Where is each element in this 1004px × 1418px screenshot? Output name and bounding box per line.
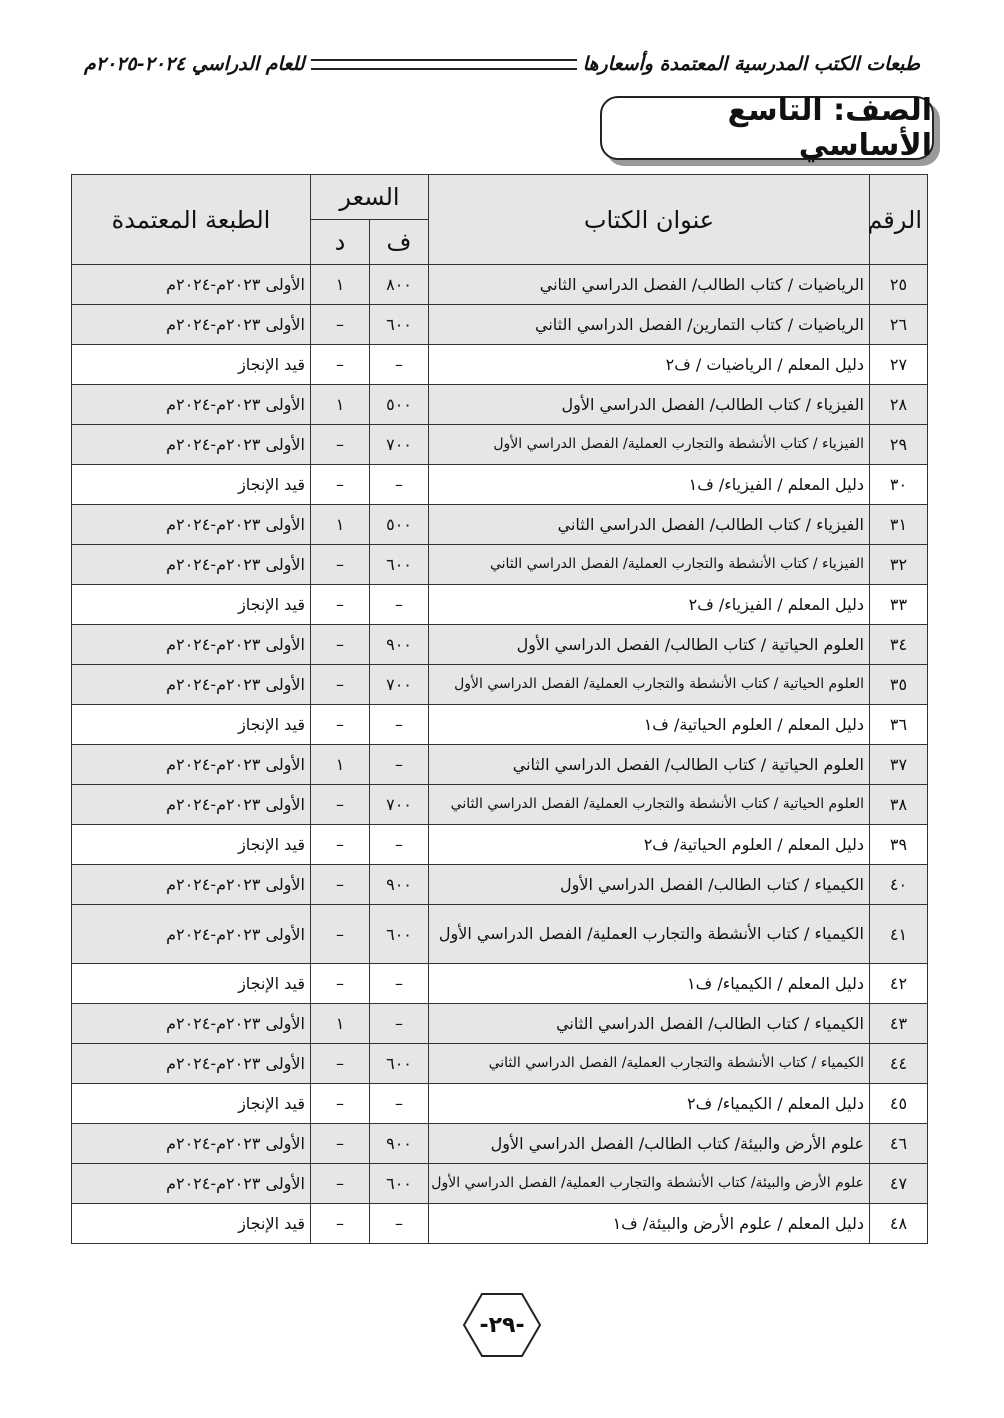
row-price-f: ٥٠٠ bbox=[370, 385, 429, 425]
row-number: ٢٩ bbox=[870, 425, 928, 465]
row-price-d: – bbox=[311, 964, 370, 1004]
row-price-d: ١ bbox=[311, 385, 370, 425]
row-book-title: الكيمياء / كتاب الأنشطة والتجارب العملية/ الفصل الدراسي الثاني bbox=[429, 1044, 870, 1084]
row-book-title: العلوم الحياتية / كتاب الطالب/ الفصل الدراسي الثاني bbox=[429, 745, 870, 785]
row-price-d: – bbox=[311, 865, 370, 905]
row-price-f: – bbox=[370, 745, 429, 785]
table-row bbox=[72, 1084, 928, 1124]
row-edition: قيد الإنجاز bbox=[72, 964, 311, 1004]
row-edition: الأولى ٢٠٢٣م-٢٠٢٤م bbox=[72, 265, 311, 305]
row-price-d: – bbox=[311, 1044, 370, 1084]
row-book-title: دليل المعلم / الفيزياء/ ف٢ bbox=[429, 585, 870, 625]
row-edition: قيد الإنجاز bbox=[72, 1084, 311, 1124]
row-price-f: ٦٠٠ bbox=[370, 1044, 429, 1084]
row-edition: الأولى ٢٠٢٣م-٢٠٢٤م bbox=[72, 545, 311, 585]
row-number: ٣١ bbox=[870, 505, 928, 545]
row-price-d: – bbox=[311, 785, 370, 825]
row-edition: الأولى ٢٠٢٣م-٢٠٢٤م bbox=[72, 305, 311, 345]
row-edition: الأولى ٢٠٢٣م-٢٠٢٤م bbox=[72, 745, 311, 785]
page-header bbox=[84, 44, 920, 84]
table-row bbox=[72, 825, 928, 865]
row-price-d: ١ bbox=[311, 505, 370, 545]
table-row bbox=[72, 345, 928, 385]
row-price-d: ١ bbox=[311, 1004, 370, 1044]
table-row bbox=[72, 545, 928, 585]
table-row bbox=[72, 1044, 928, 1084]
row-edition: الأولى ٢٠٢٣م-٢٠٢٤م bbox=[72, 1044, 311, 1084]
row-price-d: – bbox=[311, 625, 370, 665]
row-price-d: – bbox=[311, 305, 370, 345]
row-book-title: الكيمياء / كتاب الأنشطة والتجارب العملية/ الفصل الدراسي الأول bbox=[429, 905, 870, 964]
table-row bbox=[72, 865, 928, 905]
row-price-d: – bbox=[311, 705, 370, 745]
row-book-title: دليل المعلم / الكيمياء/ ف١ bbox=[429, 964, 870, 1004]
row-book-title: دليل المعلم / علوم الأرض والبيئة/ ف١ bbox=[429, 1204, 870, 1244]
row-price-f: ٧٠٠ bbox=[370, 785, 429, 825]
row-edition: الأولى ٢٠٢٣م-٢٠٢٤م bbox=[72, 905, 311, 964]
row-price-d: – bbox=[311, 665, 370, 705]
row-number: ٣٧ bbox=[870, 745, 928, 785]
row-number: ٢٧ bbox=[870, 345, 928, 385]
row-edition: قيد الإنجاز bbox=[72, 825, 311, 865]
row-price-f: ٦٠٠ bbox=[370, 905, 429, 964]
table-row bbox=[72, 1164, 928, 1204]
table-row bbox=[72, 425, 928, 465]
row-price-d: – bbox=[311, 545, 370, 585]
header-title-col: عنوان الكتاب bbox=[429, 175, 870, 265]
row-book-title: الفيزياء / كتاب الطالب/ الفصل الدراسي الثاني bbox=[429, 505, 870, 545]
table-row bbox=[72, 964, 928, 1004]
table-row bbox=[72, 305, 928, 345]
row-edition: قيد الإنجاز bbox=[72, 1204, 311, 1244]
row-edition: الأولى ٢٠٢٣م-٢٠٢٤م bbox=[72, 625, 311, 665]
header-price-f: ف bbox=[370, 220, 429, 265]
table-row bbox=[72, 505, 928, 545]
row-book-title: الكيمياء / كتاب الطالب/ الفصل الدراسي الأول bbox=[429, 865, 870, 905]
table-row bbox=[72, 665, 928, 705]
row-price-d: – bbox=[311, 825, 370, 865]
row-number: ٤٥ bbox=[870, 1084, 928, 1124]
header-edition: الطبعة المعتمدة bbox=[72, 175, 311, 265]
row-number: ٣٣ bbox=[870, 585, 928, 625]
row-book-title: الكيمياء / كتاب الطالب/ الفصل الدراسي الثاني bbox=[429, 1004, 870, 1044]
row-price-d: – bbox=[311, 1164, 370, 1204]
row-number: ٤٨ bbox=[870, 1204, 928, 1244]
row-book-title: العلوم الحياتية / كتاب الأنشطة والتجارب العملية/ الفصل الدراسي الثاني bbox=[429, 785, 870, 825]
grade-title: الصف: التاسع الأساسي bbox=[727, 93, 932, 163]
row-price-f: – bbox=[370, 964, 429, 1004]
row-book-title: العلوم الحياتية / كتاب الطالب/ الفصل الدراسي الأول bbox=[429, 625, 870, 665]
header-year: للعام الدراسي ٢٠٢٤-٢٠٢٥م bbox=[84, 53, 305, 75]
row-number: ٢٦ bbox=[870, 305, 928, 345]
header-price-d: د bbox=[311, 220, 370, 265]
row-number: ٤٣ bbox=[870, 1004, 928, 1044]
row-edition: قيد الإنجاز bbox=[72, 465, 311, 505]
row-book-title: دليل المعلم / الرياضيات / ف٢ bbox=[429, 345, 870, 385]
row-price-f: – bbox=[370, 705, 429, 745]
row-edition: الأولى ٢٠٢٣م-٢٠٢٤م bbox=[72, 1004, 311, 1044]
row-price-f: – bbox=[370, 1004, 429, 1044]
row-number: ٣٨ bbox=[870, 785, 928, 825]
row-number: ٤٤ bbox=[870, 1044, 928, 1084]
table-row bbox=[72, 705, 928, 745]
header-rule bbox=[311, 59, 577, 70]
row-price-d: – bbox=[311, 425, 370, 465]
table-row bbox=[72, 1204, 928, 1244]
row-edition: الأولى ٢٠٢٣م-٢٠٢٤م bbox=[72, 425, 311, 465]
row-number: ٢٨ bbox=[870, 385, 928, 425]
grade-title-box bbox=[600, 93, 934, 163]
page-number: -٢٩- bbox=[479, 1312, 525, 1338]
row-price-d: ١ bbox=[311, 265, 370, 305]
row-price-f: – bbox=[370, 1204, 429, 1244]
row-number: ٣٩ bbox=[870, 825, 928, 865]
row-price-d: ١ bbox=[311, 745, 370, 785]
row-book-title: دليل المعلم / الكيمياء/ ف٢ bbox=[429, 1084, 870, 1124]
table-row bbox=[72, 1004, 928, 1044]
table-row bbox=[72, 785, 928, 825]
row-price-d: – bbox=[311, 1124, 370, 1164]
row-price-f: ٦٠٠ bbox=[370, 305, 429, 345]
row-edition: الأولى ٢٠٢٣م-٢٠٢٤م bbox=[72, 505, 311, 545]
row-book-title: الفيزياء / كتاب الأنشطة والتجارب العملية/ الفصل الدراسي الأول bbox=[429, 425, 870, 465]
table-row bbox=[72, 385, 928, 425]
row-price-d: – bbox=[311, 1204, 370, 1244]
row-price-d: – bbox=[311, 1084, 370, 1124]
row-price-f: ٧٠٠ bbox=[370, 665, 429, 705]
row-number: ٤٦ bbox=[870, 1124, 928, 1164]
row-price-d: – bbox=[311, 345, 370, 385]
row-edition: الأولى ٢٠٢٣م-٢٠٢٤م bbox=[72, 785, 311, 825]
row-price-f: ٧٠٠ bbox=[370, 425, 429, 465]
row-edition: الأولى ٢٠٢٣م-٢٠٢٤م bbox=[72, 865, 311, 905]
row-price-f: – bbox=[370, 825, 429, 865]
row-book-title: الرياضيات / كتاب التمارين/ الفصل الدراسي الثاني bbox=[429, 305, 870, 345]
row-book-title: دليل المعلم / العلوم الحياتية/ ف٢ bbox=[429, 825, 870, 865]
row-price-f: – bbox=[370, 585, 429, 625]
row-edition: قيد الإنجاز bbox=[72, 585, 311, 625]
row-number: ٤٢ bbox=[870, 964, 928, 1004]
row-price-f: – bbox=[370, 1084, 429, 1124]
row-book-title: علوم الأرض والبيئة/ كتاب الطالب/ الفصل الدراسي الأول bbox=[429, 1124, 870, 1164]
table-row bbox=[72, 465, 928, 505]
table-row bbox=[72, 265, 928, 305]
row-number: ٢٥ bbox=[870, 265, 928, 305]
row-price-d: – bbox=[311, 905, 370, 964]
row-edition: الأولى ٢٠٢٣م-٢٠٢٤م bbox=[72, 1124, 311, 1164]
books-table-body bbox=[72, 265, 928, 1244]
row-price-d: – bbox=[311, 585, 370, 625]
table-row bbox=[72, 625, 928, 665]
header-price: السعر bbox=[311, 175, 429, 220]
row-edition: الأولى ٢٠٢٣م-٢٠٢٤م bbox=[72, 385, 311, 425]
table-row bbox=[72, 905, 928, 964]
row-number: ٣٦ bbox=[870, 705, 928, 745]
table-row bbox=[72, 1124, 928, 1164]
row-book-title: دليل المعلم / العلوم الحياتية/ ف١ bbox=[429, 705, 870, 745]
row-number: ٣٢ bbox=[870, 545, 928, 585]
header-title: طبعات الكتب المدرسية المعتمدة وأسعارها bbox=[582, 53, 920, 75]
row-price-f: ٦٠٠ bbox=[370, 1164, 429, 1204]
row-number: ٣٠ bbox=[870, 465, 928, 505]
row-price-f: ٩٠٠ bbox=[370, 1124, 429, 1164]
page-number-badge bbox=[462, 1292, 542, 1358]
row-book-title: دليل المعلم / الفيزياء/ ف١ bbox=[429, 465, 870, 505]
row-edition: الأولى ٢٠٢٣م-٢٠٢٤م bbox=[72, 665, 311, 705]
row-edition: قيد الإنجاز bbox=[72, 345, 311, 385]
row-book-title: الرياضيات / كتاب الطالب/ الفصل الدراسي الثاني bbox=[429, 265, 870, 305]
row-price-f: ٩٠٠ bbox=[370, 625, 429, 665]
row-price-f: – bbox=[370, 345, 429, 385]
row-edition: الأولى ٢٠٢٣م-٢٠٢٤م bbox=[72, 1164, 311, 1204]
table-row bbox=[72, 745, 928, 785]
row-number: ٤٠ bbox=[870, 865, 928, 905]
row-number: ٣٤ bbox=[870, 625, 928, 665]
row-number: ٤٧ bbox=[870, 1164, 928, 1204]
row-number: ٤١ bbox=[870, 905, 928, 964]
row-price-f: ٩٠٠ bbox=[370, 865, 429, 905]
row-price-f: ٨٠٠ bbox=[370, 265, 429, 305]
row-price-d: – bbox=[311, 465, 370, 505]
header-number: الرقم bbox=[870, 175, 928, 265]
row-edition: قيد الإنجاز bbox=[72, 705, 311, 745]
books-table bbox=[71, 174, 928, 1244]
row-price-f: ٥٠٠ bbox=[370, 505, 429, 545]
table-row bbox=[72, 585, 928, 625]
row-book-title: علوم الأرض والبيئة/ كتاب الأنشطة والتجارب العملية/ الفصل الدراسي الأول bbox=[429, 1164, 870, 1204]
row-book-title: الفيزياء / كتاب الأنشطة والتجارب العملية/ الفصل الدراسي الثاني bbox=[429, 545, 870, 585]
row-price-f: ٦٠٠ bbox=[370, 545, 429, 585]
row-book-title: الفيزياء / كتاب الطالب/ الفصل الدراسي الأول bbox=[429, 385, 870, 425]
row-book-title: العلوم الحياتية / كتاب الأنشطة والتجارب العملية/ الفصل الدراسي الأول bbox=[429, 665, 870, 705]
row-price-f: – bbox=[370, 465, 429, 505]
row-number: ٣٥ bbox=[870, 665, 928, 705]
